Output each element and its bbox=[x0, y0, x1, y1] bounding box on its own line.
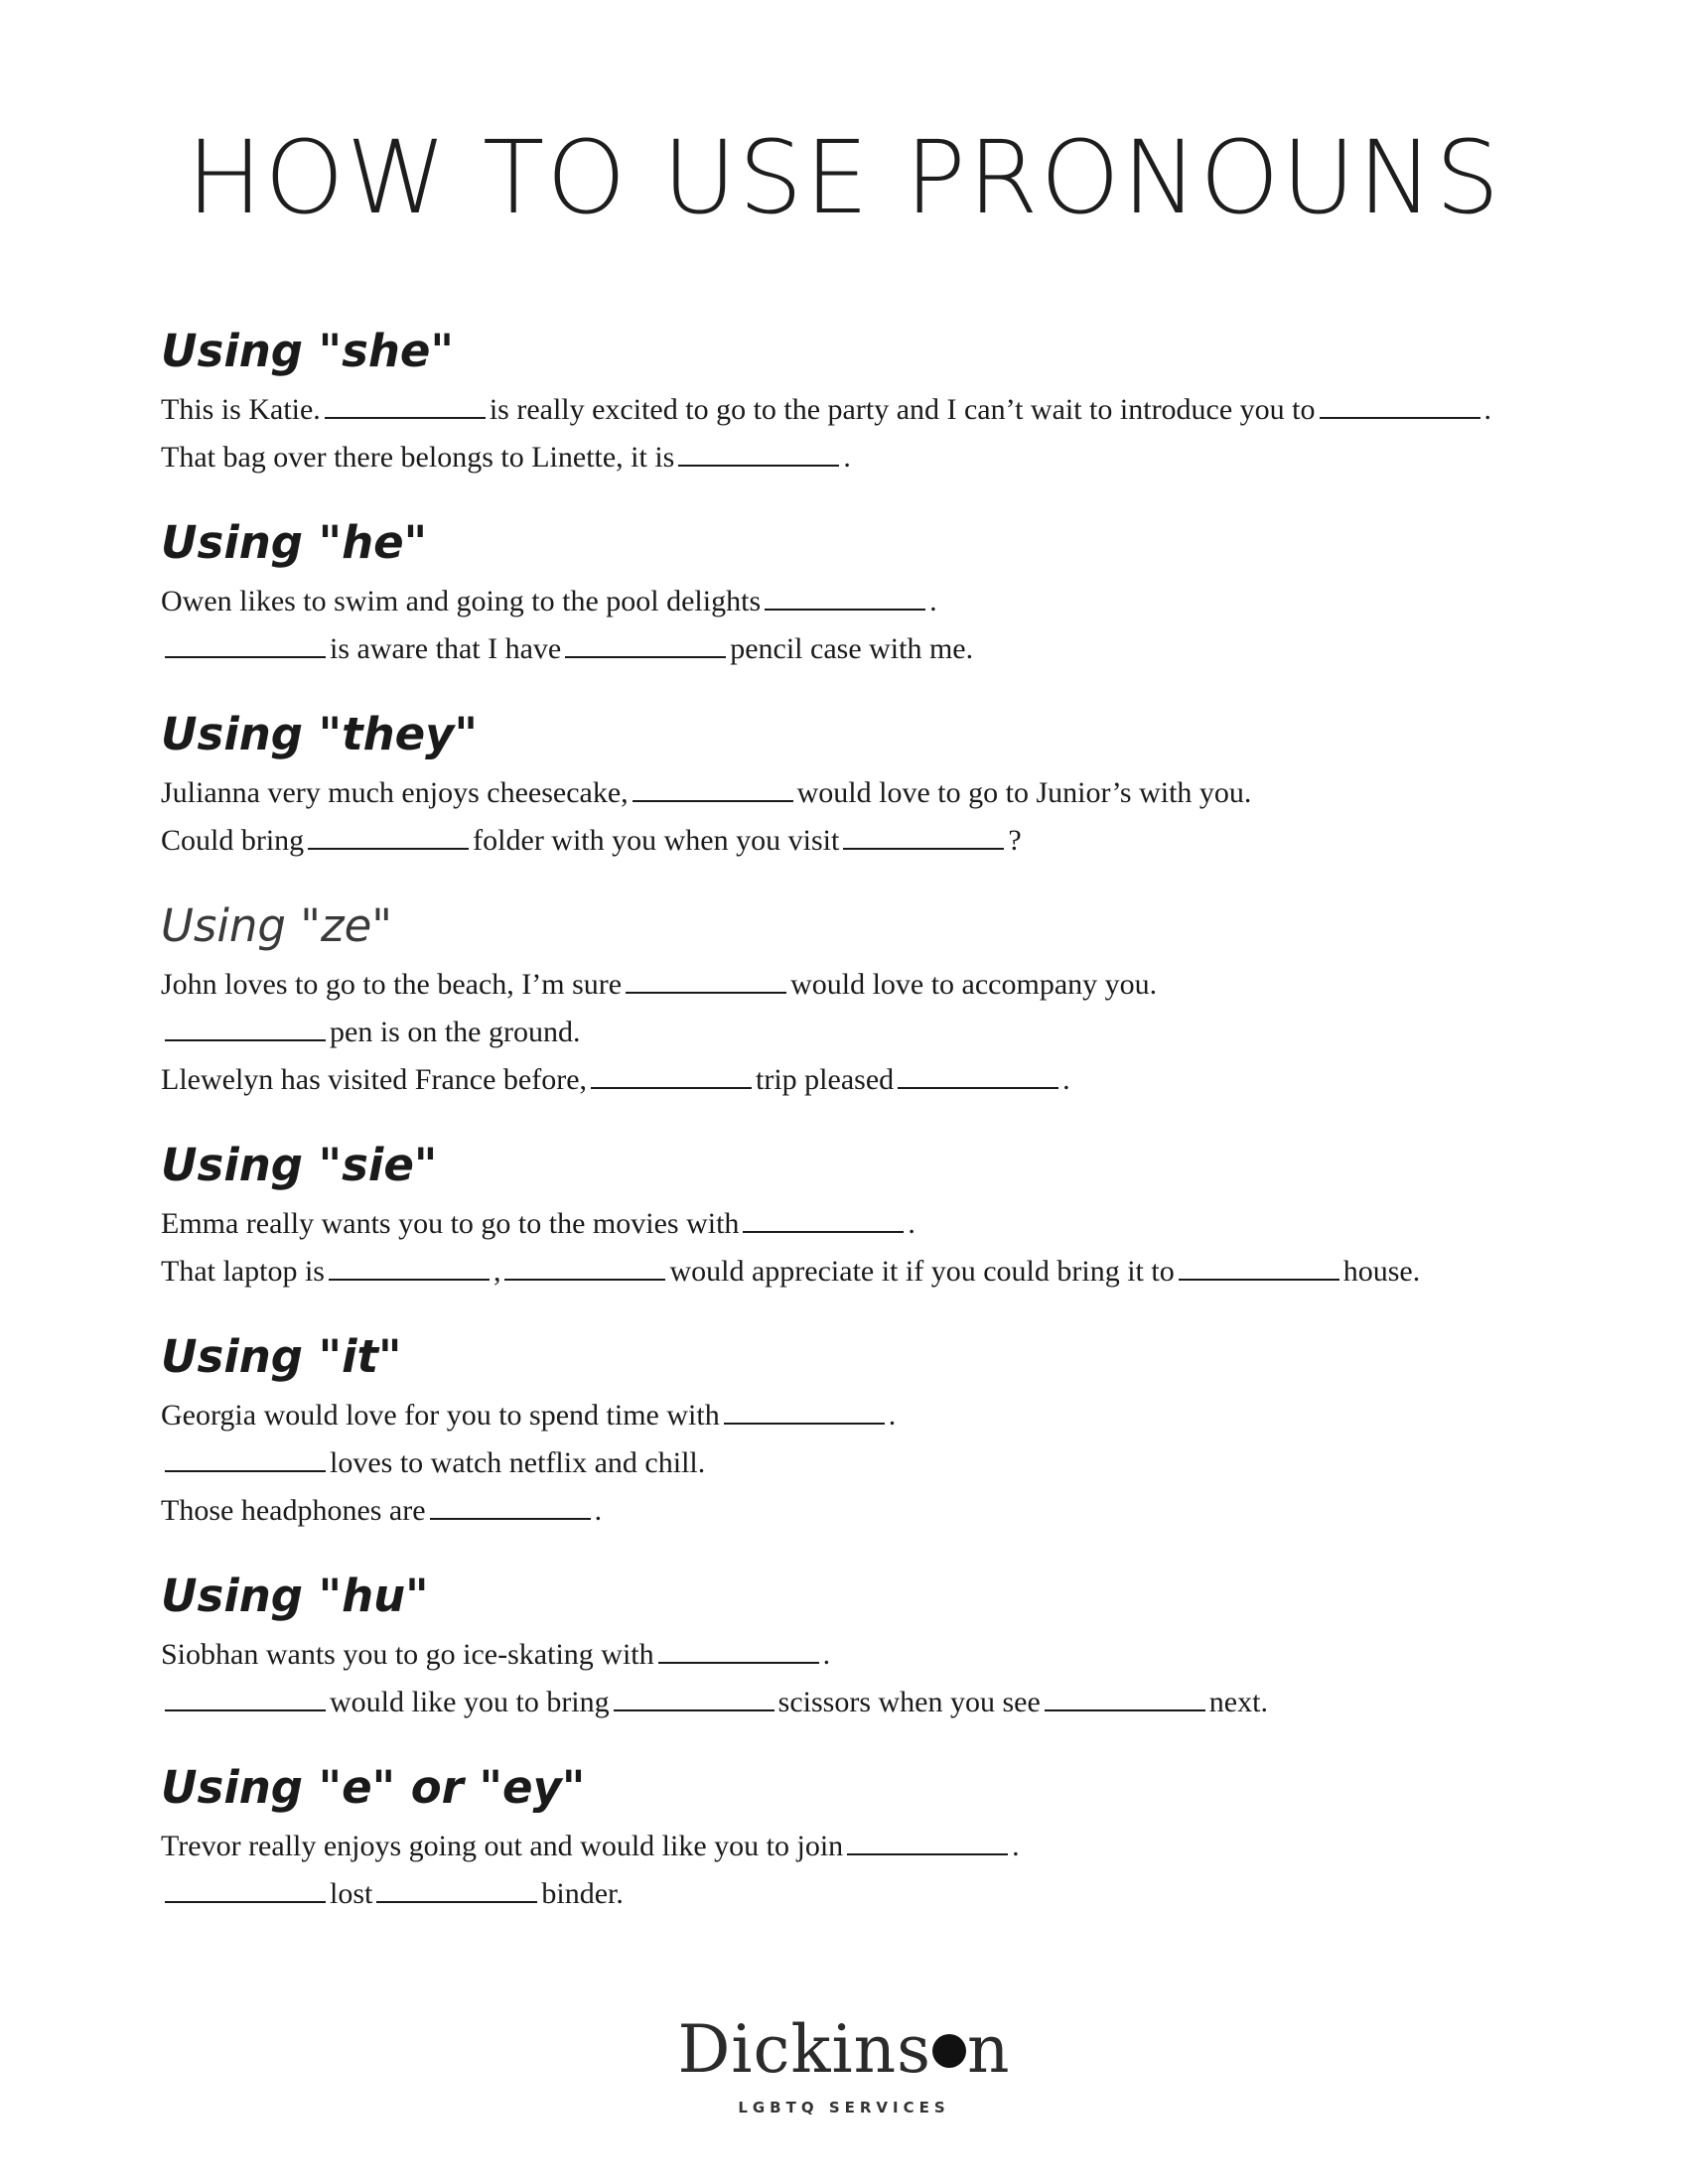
sentence-text: binder. bbox=[541, 1877, 624, 1910]
sentence-text: . bbox=[1062, 1063, 1070, 1096]
sentence-text: pencil case with me. bbox=[730, 632, 974, 665]
sentence-text: . bbox=[822, 1638, 831, 1671]
fill-in-blank[interactable] bbox=[165, 1016, 326, 1041]
sentence-text: Emma really wants you to go to the movies with bbox=[161, 1207, 740, 1240]
sentence-text: loves to watch netflix and chill. bbox=[330, 1446, 706, 1479]
sentence-line bbox=[161, 769, 1551, 817]
fill-in-blank[interactable] bbox=[591, 1063, 752, 1089]
fill-in-blank[interactable] bbox=[1045, 1686, 1205, 1711]
sentence-line bbox=[161, 625, 1551, 673]
fill-in-blank[interactable] bbox=[329, 1255, 490, 1281]
sentence-text: Trevor really enjoys going out and would like you to join bbox=[161, 1830, 844, 1862]
section-heading: Using "she" bbox=[161, 325, 454, 377]
sentence-text: house. bbox=[1342, 1255, 1421, 1288]
sentence-text: That bag over there belongs to Linette, it is bbox=[161, 441, 675, 474]
section-heading: Using "hu" bbox=[161, 1570, 429, 1622]
fill-in-blank[interactable] bbox=[678, 441, 839, 467]
fill-in-blank[interactable] bbox=[165, 632, 326, 658]
fill-in-blank[interactable] bbox=[743, 1207, 904, 1233]
sentence-text: John loves to go to the beach, I’m sure bbox=[161, 968, 623, 1001]
pronoun-section bbox=[161, 323, 1551, 481]
fill-in-blank[interactable] bbox=[898, 1063, 1058, 1089]
fill-in-blank[interactable] bbox=[658, 1638, 819, 1664]
sentence-line bbox=[161, 1823, 1551, 1870]
fill-in-blank[interactable] bbox=[565, 632, 726, 658]
sentence-text: is aware that I have bbox=[330, 632, 562, 665]
sentence-text: next. bbox=[1208, 1686, 1268, 1718]
section-heading: Using "e" or "ey" bbox=[161, 1761, 586, 1814]
sentence-text: lost bbox=[330, 1877, 373, 1910]
sentence-text: is really excited to go to the party and I can’t wait to introduce you to bbox=[489, 393, 1316, 426]
sentence-line bbox=[161, 817, 1551, 865]
sentence-line bbox=[161, 1009, 1551, 1056]
sentence-text: . bbox=[929, 585, 937, 617]
sentence-text: . bbox=[1483, 393, 1492, 426]
pronoun-section bbox=[161, 1568, 1551, 1726]
sentence-text: Owen likes to swim and going to the pool delights bbox=[161, 585, 762, 617]
sentence-text: This is Katie. bbox=[161, 393, 321, 426]
pronoun-section bbox=[161, 706, 1551, 865]
sentence-text: . bbox=[843, 441, 851, 474]
fill-in-blank[interactable] bbox=[308, 824, 469, 850]
fill-in-blank[interactable] bbox=[325, 393, 486, 419]
fill-in-blank[interactable] bbox=[430, 1494, 591, 1520]
sentence-line bbox=[161, 1631, 1551, 1679]
section-heading: Using "sie" bbox=[161, 1139, 438, 1191]
fill-in-blank[interactable] bbox=[765, 585, 925, 611]
sentence-text: Georgia would love for you to spend time with bbox=[161, 1399, 720, 1432]
sentence-text: . bbox=[888, 1399, 897, 1432]
sentence-text: . bbox=[594, 1494, 603, 1527]
sentence-line bbox=[161, 1248, 1551, 1296]
sentence-text: folder with you when you visit bbox=[473, 824, 840, 857]
sentence-text: . bbox=[908, 1207, 915, 1240]
fill-in-blank[interactable] bbox=[165, 1877, 326, 1903]
dickinson-logo: Dickins n bbox=[677, 2011, 1011, 2088]
sentence-text: would like you to bring bbox=[330, 1686, 610, 1718]
sentence-text: . bbox=[1012, 1830, 1020, 1862]
fill-in-blank[interactable] bbox=[165, 1446, 326, 1472]
footer bbox=[0, 2011, 1688, 2116]
sentence-text: would love to accompany you. bbox=[790, 968, 1158, 1001]
fill-in-blank[interactable] bbox=[165, 1686, 326, 1711]
pronoun-section bbox=[161, 1328, 1551, 1535]
fill-in-blank[interactable] bbox=[847, 1830, 1008, 1855]
section-heading: Using "he" bbox=[161, 516, 428, 569]
fill-in-blank[interactable] bbox=[633, 776, 793, 802]
sentence-text: ? bbox=[1008, 824, 1022, 857]
sentence-text: Could bring bbox=[161, 824, 305, 857]
pronoun-section bbox=[161, 1759, 1551, 1918]
section-heading: Using "they" bbox=[161, 708, 478, 760]
sentence-line bbox=[161, 1439, 1551, 1487]
sentence-text: Those headphones are bbox=[161, 1494, 426, 1527]
sentence-line bbox=[161, 434, 1551, 481]
sentence-line bbox=[161, 578, 1551, 625]
fill-in-blank[interactable] bbox=[1320, 393, 1480, 419]
sentence-text: scissors when you see bbox=[777, 1686, 1041, 1718]
section-heading: Using "ze" bbox=[161, 899, 392, 952]
sentence-line bbox=[161, 386, 1551, 434]
sentence-text: That laptop is bbox=[161, 1255, 325, 1288]
sentence-text: Siobhan wants you to go ice-skating with bbox=[161, 1638, 654, 1671]
sentence-line bbox=[161, 1870, 1551, 1918]
footer-subtitle: LGBTQ SERVICES bbox=[738, 2099, 950, 2116]
sentence-line bbox=[161, 961, 1551, 1009]
sentence-line bbox=[161, 1056, 1551, 1104]
page-title: HOW TO USE PRONOUNS bbox=[186, 119, 1502, 237]
sentence-text: pen is on the ground. bbox=[330, 1016, 581, 1048]
sentence-text: would love to go to Junior’s with you. bbox=[796, 776, 1252, 809]
sentence-line bbox=[161, 1200, 1551, 1248]
sentence-text: trip pleased bbox=[756, 1063, 895, 1096]
sentence-line bbox=[161, 1392, 1551, 1439]
sections-container bbox=[161, 323, 1551, 1951]
pronoun-section bbox=[161, 514, 1551, 673]
fill-in-blank[interactable] bbox=[504, 1255, 665, 1281]
sentence-line bbox=[161, 1679, 1551, 1726]
section-heading: Using "it" bbox=[161, 1330, 402, 1383]
fill-in-blank[interactable] bbox=[724, 1399, 885, 1425]
fill-in-blank[interactable] bbox=[843, 824, 1004, 850]
pronoun-section bbox=[161, 897, 1551, 1104]
sentence-text: Llewelyn has visited France before, bbox=[161, 1063, 588, 1096]
sentence-text: would appreciate it if you could bring it to bbox=[669, 1255, 1175, 1288]
sentence-line bbox=[161, 1487, 1551, 1535]
sentence-text: , bbox=[492, 1255, 501, 1288]
fill-in-blank[interactable] bbox=[1179, 1255, 1339, 1281]
sentence-text: Julianna very much enjoys cheesecake, bbox=[161, 776, 629, 809]
pronoun-section bbox=[161, 1137, 1551, 1296]
fill-in-blank[interactable] bbox=[626, 968, 786, 994]
fill-in-blank[interactable] bbox=[614, 1686, 774, 1711]
fill-in-blank[interactable] bbox=[376, 1877, 537, 1903]
